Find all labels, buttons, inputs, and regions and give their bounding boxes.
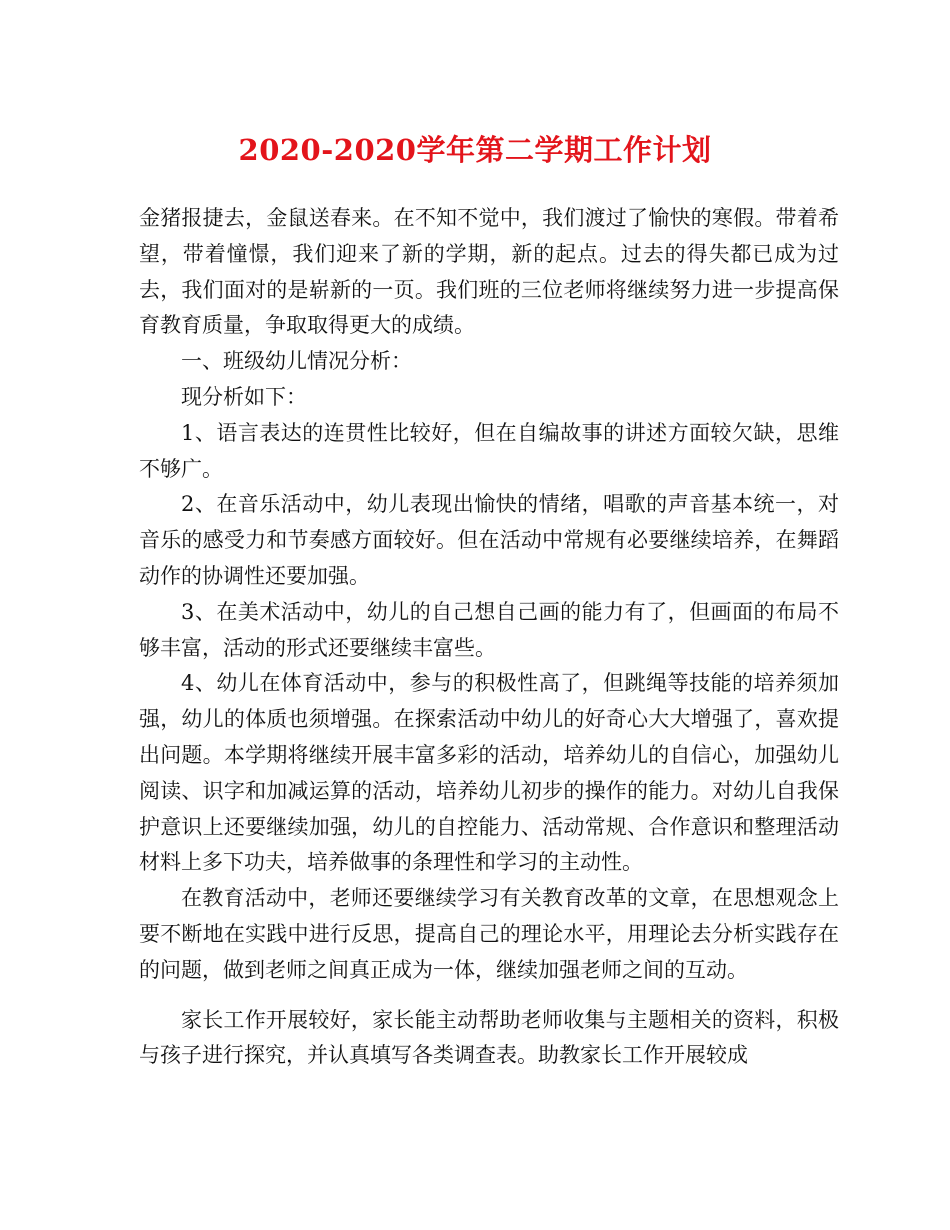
- section-heading-class-analysis: 一、班级幼儿情况分析：: [181, 349, 412, 374]
- paragraph-item-1: 1、语言表达的连贯性比较好，但在自编故事的讲述方面较欠缺，思维不够广。: [139, 420, 839, 481]
- paragraph-item-3: 3、在美术活动中，幼儿的自己想自己画的能力有了，但画面的布局不够丰富，活动的形式还要继续丰富些。: [139, 599, 839, 660]
- paragraph-intro: 金猪报捷去，金鼠送春来。在不知不觉中，我们渡过了愉快的寒假。带着希望，带着憧憬，我们迎来了新的学期，新的起点。过去的得失都已成为过去，我们面对的是崭新的一页。我们班的三位老师将继续努力进一步提高保育教育质量，争取取得更大的成绩。: [139, 206, 839, 338]
- document-body: [139, 201, 839, 1074]
- paragraph-item-4: 4、幼儿在体育活动中，参与的积极性高了，但跳绳等技能的培养须加强，幼儿的体质也须增强。在探索活动中幼儿的好奇心大大增强了，喜欢提出问题。本学期将继续开展丰富多彩的活动，培养幼儿的自信心，加强幼儿阅读、识字和加减运算的活动，培养幼儿初步的操作的能力。对幼儿自我保护意识上还要继续加强，幼儿的自控能力、活动常规、合作意识和整理活动材料上多下功夫，培养做事的条理性和学习的主动性。: [139, 671, 839, 875]
- document-title: 2020-2020学年第二学期工作计划: [238, 133, 712, 167]
- paragraph-teachers: 在教育活动中，老师还要继续学习有关教育改革的文章，在思想观念上要不断地在实践中进行反思，提高自己的理论水平，用理论去分析实践存在的问题，做到老师之间真正成为一体，继续加强老师之间的互动。: [139, 886, 839, 982]
- paragraph-analysis-lead: 现分析如下：: [181, 384, 307, 409]
- paragraph-parents: 家长工作开展较好，家长能主动帮助老师收集与主题相关的资料，积极与孩子进行探究，并认真填写各类调查表。助教家长工作开展较成: [139, 1007, 839, 1068]
- paragraph-item-2: 2、在音乐活动中，幼儿表现出愉快的情绪，唱歌的声音基本统一，对音乐的感受力和节奏感方面较好。但在活动中常规有必要继续培养，在舞蹈动作的协调性还要加强。: [139, 492, 839, 588]
